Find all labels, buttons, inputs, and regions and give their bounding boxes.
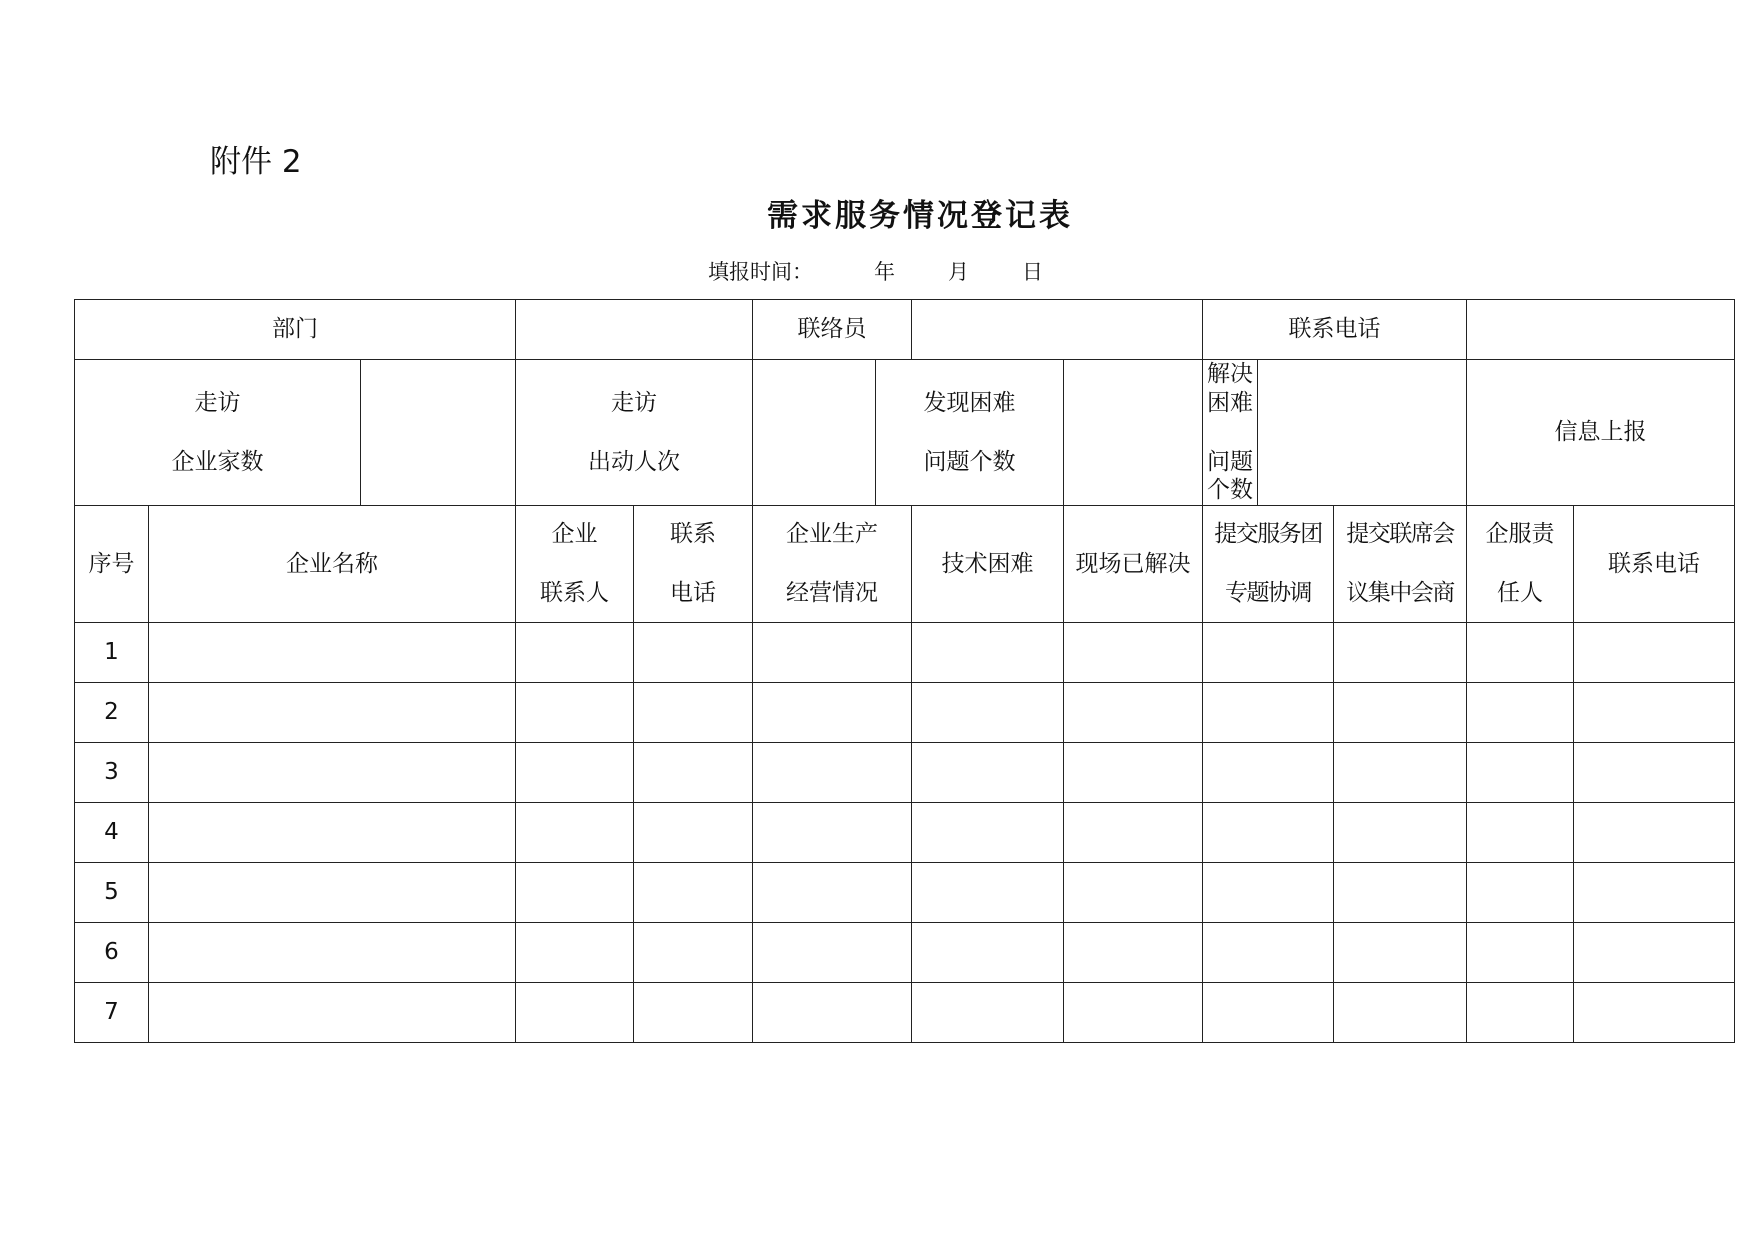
- visited-enterprises-label: 走访 企业家数: [75, 360, 361, 506]
- table-cell[interactable]: [753, 803, 912, 863]
- col-submit-team: 提交服务团 专题协调: [1203, 506, 1334, 623]
- table-cell[interactable]: [1064, 983, 1203, 1043]
- table-cell[interactable]: [634, 983, 753, 1043]
- column-header-row: [75, 506, 1735, 623]
- table-cell[interactable]: [1467, 863, 1574, 923]
- problems-solved-value[interactable]: [1258, 360, 1467, 506]
- phone-label: 联系电话: [1203, 300, 1467, 360]
- table-cell[interactable]: [634, 863, 753, 923]
- stats-row: [75, 360, 1735, 506]
- table-cell[interactable]: [912, 803, 1064, 863]
- col-operation: 企业生产 经营情况: [753, 506, 912, 623]
- col-contact-phone: 联系 电话: [634, 506, 753, 623]
- table-row: [75, 623, 1735, 683]
- table-cell[interactable]: [634, 923, 753, 983]
- liaison-label: 联络员: [753, 300, 912, 360]
- visited-enterprises-value[interactable]: [361, 360, 516, 506]
- table-cell[interactable]: [1064, 803, 1203, 863]
- table-cell[interactable]: [1574, 803, 1735, 863]
- col-solved-on-site: 现场已解决: [1064, 506, 1203, 623]
- table-cell[interactable]: [912, 683, 1064, 743]
- table-cell[interactable]: [149, 863, 516, 923]
- problems-solved-label: 解决困难 问题个数: [1203, 360, 1258, 506]
- attachment-label: 附件 2: [210, 144, 302, 180]
- phone-value[interactable]: [1467, 300, 1735, 360]
- table-cell[interactable]: [1467, 983, 1574, 1043]
- table-cell[interactable]: [1334, 983, 1467, 1043]
- col-contact-person: 企业 联系人: [516, 506, 634, 623]
- col-submit-meeting: 提交联席会 议集中会商: [1334, 506, 1467, 623]
- liaison-value[interactable]: [912, 300, 1203, 360]
- table-cell[interactable]: [1467, 743, 1574, 803]
- table-cell[interactable]: [753, 923, 912, 983]
- visit-personnel-label: 走访 出动人次: [516, 360, 753, 506]
- info-row: [75, 300, 1735, 360]
- row-number: 4: [75, 803, 149, 863]
- row-number: 7: [75, 983, 149, 1043]
- fill-time-year: 年: [874, 260, 895, 284]
- table-cell[interactable]: [1467, 923, 1574, 983]
- row-number: 1: [75, 623, 149, 683]
- registration-table: [74, 299, 1735, 1043]
- col-phone: 联系电话: [1574, 506, 1735, 623]
- table-cell[interactable]: [1467, 803, 1574, 863]
- fill-time-month: 月: [948, 260, 969, 284]
- table-cell[interactable]: [1334, 683, 1467, 743]
- table-cell[interactable]: [912, 743, 1064, 803]
- table-row: [75, 923, 1735, 983]
- col-company-name: 企业名称: [149, 506, 516, 623]
- table-cell[interactable]: [516, 623, 634, 683]
- table-cell[interactable]: [1467, 683, 1574, 743]
- table-cell[interactable]: [1574, 983, 1735, 1043]
- table-cell[interactable]: [753, 623, 912, 683]
- table-cell[interactable]: [149, 743, 516, 803]
- table-cell[interactable]: [1203, 863, 1334, 923]
- table-cell[interactable]: [912, 623, 1064, 683]
- fill-time-label: 填报时间：: [708, 260, 813, 284]
- table-row: [75, 983, 1735, 1043]
- table-cell[interactable]: [753, 983, 912, 1043]
- table-cell[interactable]: [634, 743, 753, 803]
- col-tech-difficulty: 技术困难: [912, 506, 1064, 623]
- table-cell[interactable]: [1203, 803, 1334, 863]
- table-cell[interactable]: [1334, 623, 1467, 683]
- department-value[interactable]: [516, 300, 753, 360]
- table-cell[interactable]: [1574, 623, 1735, 683]
- table-cell[interactable]: [1064, 863, 1203, 923]
- table-cell[interactable]: [1574, 683, 1735, 743]
- row-number: 3: [75, 743, 149, 803]
- table-cell[interactable]: [1064, 923, 1203, 983]
- table-cell[interactable]: [1574, 863, 1735, 923]
- problems-found-label: 发现困难 问题个数: [876, 360, 1064, 506]
- table-cell[interactable]: [1334, 863, 1467, 923]
- table-cell[interactable]: [753, 683, 912, 743]
- table-cell[interactable]: [1203, 683, 1334, 743]
- table-cell[interactable]: [516, 803, 634, 863]
- table-row: [75, 743, 1735, 803]
- table-row: [75, 803, 1735, 863]
- table-row: [75, 863, 1735, 923]
- table-cell[interactable]: [516, 983, 634, 1043]
- info-report-label: 信息上报: [1467, 360, 1735, 506]
- table-cell[interactable]: [149, 623, 516, 683]
- table-cell[interactable]: [1064, 623, 1203, 683]
- table-cell[interactable]: [753, 863, 912, 923]
- table-cell[interactable]: [1334, 923, 1467, 983]
- visit-personnel-value[interactable]: [753, 360, 876, 506]
- table-cell[interactable]: [1203, 923, 1334, 983]
- row-number: 6: [75, 923, 149, 983]
- table-cell[interactable]: [516, 743, 634, 803]
- row-number: 2: [75, 683, 149, 743]
- department-label: 部门: [75, 300, 516, 360]
- col-seq: 序号: [75, 506, 149, 623]
- table-cell[interactable]: [1334, 743, 1467, 803]
- table-cell[interactable]: [1203, 983, 1334, 1043]
- table-row: [75, 683, 1735, 743]
- row-number: 5: [75, 863, 149, 923]
- table-cell[interactable]: [149, 983, 516, 1043]
- form-title: 需求服务情况登记表: [767, 198, 1073, 234]
- table-cell[interactable]: [1574, 743, 1735, 803]
- table-cell[interactable]: [1203, 743, 1334, 803]
- problems-found-value[interactable]: [1064, 360, 1203, 506]
- table-cell[interactable]: [1064, 683, 1203, 743]
- col-service-person: 企服责 任人: [1467, 506, 1574, 623]
- table-cell[interactable]: [149, 683, 516, 743]
- table-cell[interactable]: [1334, 803, 1467, 863]
- table-cell[interactable]: [634, 803, 753, 863]
- table-cell[interactable]: [1467, 623, 1574, 683]
- table-cell[interactable]: [912, 923, 1064, 983]
- table-cell[interactable]: [1574, 923, 1735, 983]
- table-cell[interactable]: [1203, 623, 1334, 683]
- table-cell[interactable]: [149, 923, 516, 983]
- table-cell[interactable]: [912, 983, 1064, 1043]
- table-cell[interactable]: [1064, 743, 1203, 803]
- table-cell[interactable]: [634, 623, 753, 683]
- table-cell[interactable]: [516, 683, 634, 743]
- table-cell[interactable]: [149, 803, 516, 863]
- table-cell[interactable]: [516, 863, 634, 923]
- table-cell[interactable]: [516, 923, 634, 983]
- table-cell[interactable]: [912, 863, 1064, 923]
- table-cell[interactable]: [753, 743, 912, 803]
- fill-time-day: 日: [1022, 260, 1043, 284]
- table-cell[interactable]: [634, 683, 753, 743]
